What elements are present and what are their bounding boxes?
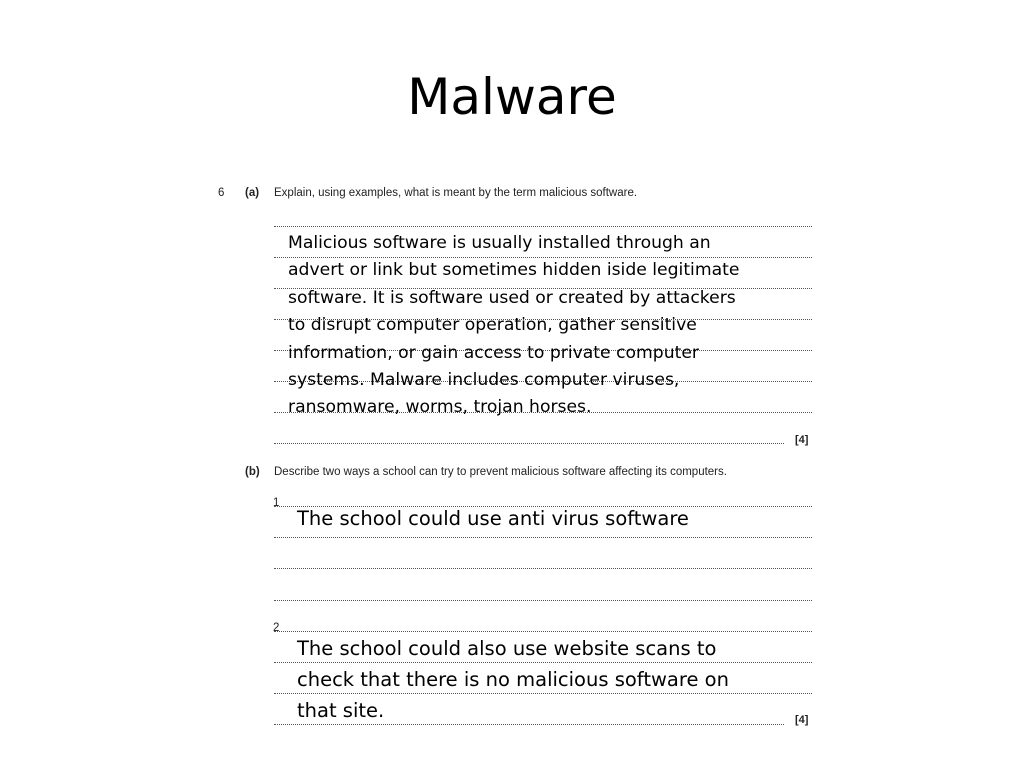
question-a-prompt: Explain, using examples, what is meant by the term malicious software. [274, 187, 638, 199]
answer-b2-line: The school could also use website scans to [297, 637, 717, 660]
slide-title: Malware [407, 68, 617, 126]
question-b-part: (b) [245, 466, 260, 478]
item-1-number: 1 [273, 497, 280, 509]
answer-a-line: systems. Malware includes computer viruses, [288, 370, 680, 391]
answer-a-line: information, or gain access to private computer [288, 342, 699, 363]
answer-line [274, 631, 812, 632]
answer-line [274, 443, 784, 444]
answer-a-line: Malicious software is usually installed through an [288, 233, 711, 253]
question-number: 6 [218, 187, 225, 199]
marks-label-a: [4] [795, 434, 809, 446]
answer-b1-text [297, 505, 797, 533]
answer-b1-line: The school could use anti virus software [297, 507, 689, 530]
answer-line [274, 226, 812, 227]
answer-a-line: software. It is software used or created by attackers [288, 287, 736, 308]
answer-b2-text [297, 633, 797, 726]
answer-a-line: advert or link but sometimes hidden iside legitimate [288, 260, 740, 281]
answer-line [274, 537, 812, 538]
answer-a-text [288, 230, 788, 422]
question-a-part: (a) [245, 187, 260, 199]
answer-a-line: ransomware, worms, trojan horses. [288, 397, 592, 418]
answer-line [274, 568, 812, 569]
answer-b2-line: that site. [297, 699, 385, 722]
item-2-number: 2 [273, 622, 280, 634]
answer-b2-line: check that there is no malicious software on [297, 668, 729, 691]
marks-label-b: [4] [795, 714, 809, 726]
answer-line [274, 600, 812, 601]
question-b-prompt: Describe two ways a school can try to prevent malicious software affecting its computers. [274, 466, 727, 478]
answer-a-line: to disrupt computer operation, gather sensitive [288, 315, 697, 336]
